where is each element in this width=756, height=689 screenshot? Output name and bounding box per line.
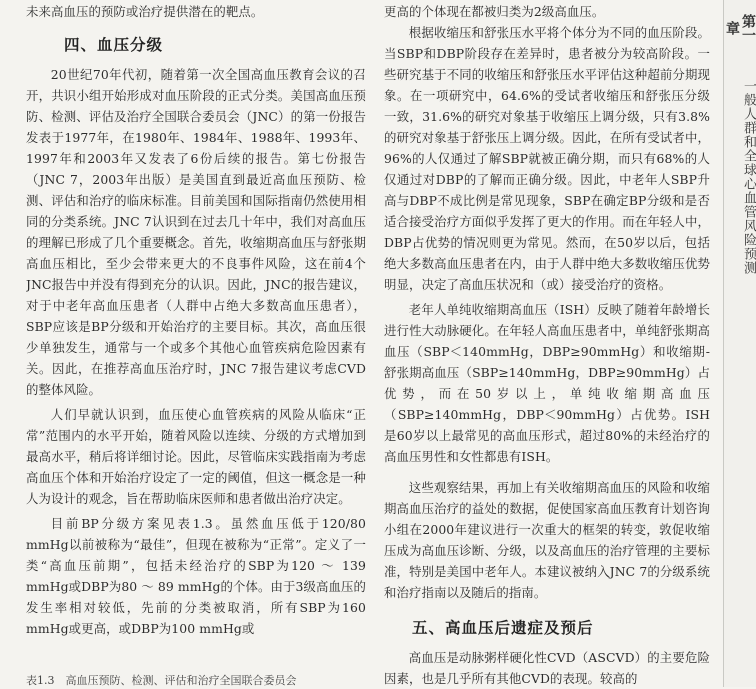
table-caption-cut: 表1.3 高血压预防、检测、评估和治疗全国联合委员会: [26, 674, 297, 687]
chapter-side-tab: [723, 0, 756, 687]
paragraph: 目前BP分级方案见表1.3。虽然血压低于120/80 mmHg以前被称为“最佳”，但现在被称为“正常”。定义了一类“高血压前期”，包括未经治疗的SBP为120 ～ 139 mmHg或DBP为80 ～ 89 mmHg的个体。由于3级高血压的发生率相对较低，先前的分类被取消，所有SBP为160 mmHg或更高，或DBP为100 mmHg或: [26, 516, 366, 636]
chapter-label: 第一章: [724, 14, 756, 42]
right-column: [384, 0, 710, 689]
paragraph: 高血压是动脉粥样硬化性CVD（ASCVD）的主要危险因素，也是几乎所有其他CVD的表现。较高的: [384, 650, 710, 686]
paragraph: 20世纪70年代初，随着第一次全国高血压教育会议的召开，共识小组开始形成对血压阶段的正式分类。美国高血压预防、检测、评估及治疗全国联合委员会（JNC）的第一份报告发表于1977年，在1980年、1984年、1988年、1993年、1997年和2003年又发表了6份后续的报告。第七份报告（JNC 7，2003年出版）是美国直到最近高血压预防、检测、评估和治疗的临床标准。目前美国和国际指南仍然使用相同的分类系统。JNC 7认识到在过去几十年中，我们对高血压的理解已形成了几个重要概念。首先，收缩期高血压与舒张期高血压相比，至少会带来更大的不良事件风险，这在前4个JNC报告中并没有得到充分的认识。因此，JNC的报告建议，对于中老年高血压患者（人群中占绝大多数高血压患者），SBP应该是BP分级和开始治疗的主要目标。其次，高血压很少单独发生，通常与一个或多个其他心血管疾病危险因素有关。因此，在推荐高血压治疗时，JNC 7报告建议考虑CVD的整体风险。: [26, 67, 366, 397]
paragraph: 老年人单纯收缩期高血压（ISH）反映了随着年龄增长进行性大动脉硬化。在年轻人高血压患者中，单纯舒张期高血压（SBP＜140mmHg，DBP≥90mmHg）和收缩期-舒张期高血压（SBP≥140mmHg，DBP≥90mmHg）占优势，而在50岁以上，单纯收缩期高血压（SBP≥140mmHg，DBP＜90mmHg）占优势。ISH是60岁以上最常见的高血压形式，超过80%的未经治疗的高血压男性和女性都患有ISH。: [384, 302, 710, 464]
left-top-fragment: 未来高血压的预防或治疗提供潜在的靶点。: [26, 4, 264, 19]
paragraph: 这些观察结果，再加上有关收缩期高血压的风险和收缩期高血压治疗的益处的数据，促使国家高血压教育计划咨询小组在2000年建议进行一次重大的框架的转变，敦促收缩压成为高血压诊断、分级，以及高血压的治疗管理的主要标准，特别是美国中老年人。本建议被纳入JNC 7的分级系统和治疗指南以及随后的指南。: [384, 480, 710, 600]
chapter-title: 一般人群和全球心血管风险预测: [741, 79, 756, 275]
paragraph: 根据收缩压和舒张压水平将个体分为不同的血压阶段。当SBP和DBP阶段存在差异时，患者被分为较高阶段。一些研究基于不同的收缩压和舒张压水平评估这种超前分期现象。在一项研究中，64.6%的受试者收缩压和舒张压分级一致，31.6%的研究对象基于收缩压上调分级，只有3.8%的研究对象基于舒张压上调分级。因此，在所有受试者中，96%的人仅通过了解SBP就被正确分期，而只有68%的人仅通过对DBP的了解而正确分级。因此，中老年人SBP升高与DBP不成比例是常见现象，SBP在确定BP分级和是否适合接受治疗方面似乎发挥了更大的作用。而在年轻人中，DBP占优势的情况则更为常见。然而，在50岁以后，包括绝大多数高血压患者在内，由于人群中绝大多数收缩压优势明显，决定了高血压状况和（或）接受治疗的资格。: [384, 25, 710, 292]
right-top-fragment: 更高的个体现在都被归类为2级高血压。: [384, 4, 605, 19]
section-heading-blood-pressure-staging: 四、血压分级: [64, 36, 164, 54]
section-heading-hypertension-sequelae: 五、高血压后遗症及预后: [412, 619, 594, 637]
paragraph: 人们早就认识到，血压使心血管疾病的风险从临床“正常”范围内的水平开始，随着风险以连续、分级的方式增加到最高水平，稍后将详细讨论。因此，尽管临床实践指南为考虑高血压个体和开始治疗设定了一定的阈值，但这一概念是一种人为设计的观念，旨在帮助临床医师和患者做出治疗决定。: [26, 407, 366, 506]
left-column: [26, 0, 366, 639]
